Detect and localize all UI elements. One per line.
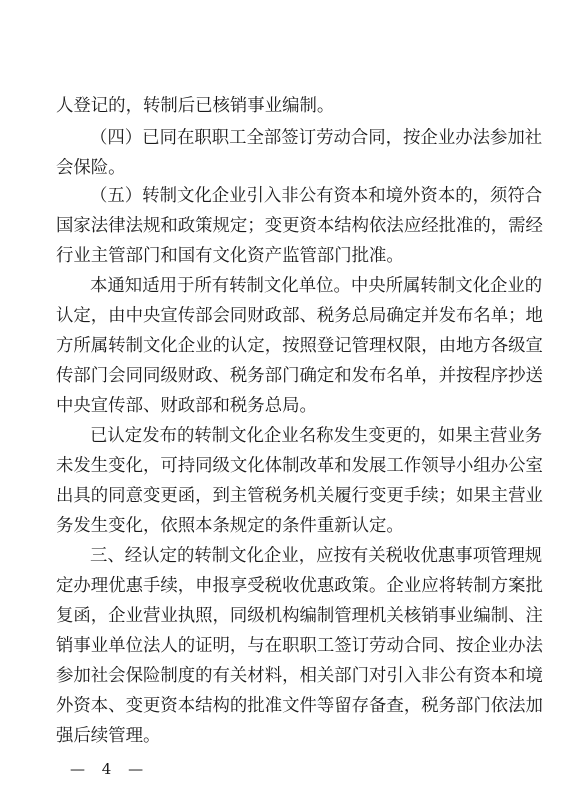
paragraph-5-line-4: 务发生变化，依照本条规定的条件重新认定。 [56,516,404,536]
paragraph-3-line-3: 行业主管部门和国有文化资产监管部门批准。 [56,246,404,266]
paragraph-1-line-1: 人登记的，转制后已核销事业编制。 [56,96,335,116]
paragraph-3-line-1: （五）转制文化企业引入非公有资本和境外资本的，须符合 [90,186,543,206]
paragraph-4-line-2: 认定，由中央宣传部会同财政部、税务总局确定并发布名单；地 [56,306,543,326]
paragraph-2-line-2: 会保险。 [56,158,126,178]
paragraph-6-line-3: 复函，企业营业执照，同级机构编制管理机关核销事业编制、注 [56,606,543,626]
paragraph-4-line-1: 本通知适用于所有转制文化单位。中央所属转制文化企业的 [90,276,543,296]
page-number: — 4 — [70,760,150,778]
paragraph-3-line-2: 国家法律法规和政策规定；变更资本结构依法应经批准的，需经 [56,216,543,236]
paragraph-6-line-6: 外资本、变更资本结构的批准文件等留存备查，税务部门依法加 [56,696,543,716]
paragraph-5-line-3: 出具的同意变更函，到主管税务机关履行变更手续；如果主营业 [56,486,543,506]
paragraph-6-line-7: 强后续管理。 [56,726,161,746]
paragraph-6-line-5: 参加社会保险制度的有关材料，相关部门对引入非公有资本和境 [56,666,543,686]
paragraph-4-line-4: 传部门会同同级财政、税务部门确定和发布名单，并按程序抄送 [56,366,543,386]
paragraph-5-line-2: 未发生变化，可持同级文化体制改革和发展工作领导小组办公室 [56,456,543,476]
paragraph-4-line-5: 中央宣传部、财政部和税务总局。 [56,396,317,416]
paragraph-6-line-2: 定办理优惠手续，申报享受税收优惠政策。企业应将转制方案批 [56,576,543,596]
paragraph-4-line-3: 方所属转制文化企业的认定，按照登记管理权限，由地方各级宣 [56,336,543,356]
paragraph-6-line-4: 销事业单位法人的证明，与在职职工签订劳动合同、按企业办法 [56,636,543,656]
paragraph-6-line-1: 三、经认定的转制文化企业，应按有关税收优惠事项管理规 [90,546,543,566]
paragraph-5-line-1: 已认定发布的转制文化企业名称发生变更的，如果主营业务 [90,426,543,446]
paragraph-2-line-1: （四）已同在职职工全部签订劳动合同，按企业办法参加社 [90,128,543,148]
